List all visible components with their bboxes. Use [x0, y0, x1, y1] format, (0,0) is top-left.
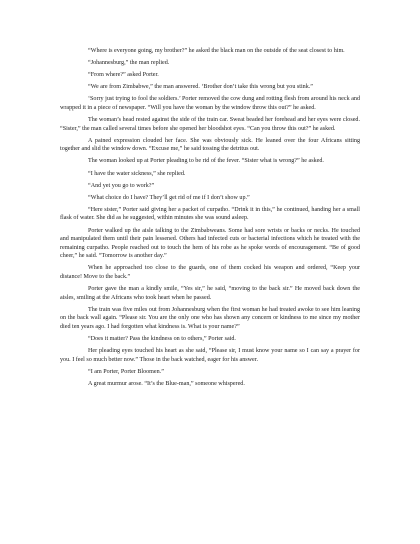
paragraph: “I have the water sickness,” she replied. — [88, 170, 186, 177]
paragraph: “From where?” asked Porter. — [88, 72, 159, 79]
paragraph: “We are from Zimbabwe,” the man answered. ‘Brother don’t take this wrong but you stink.” — [88, 84, 313, 91]
paragraph: When he approached too close to the guards, one of them cocked his weapon and ordered, “Keep your distance! Move to the back.” — [60, 265, 360, 280]
paragraph: “Here sister,” Porter said giving her a packet of curpatho. “Drink it in this,” he continued, handing her a small flask of water. She did as he suggested, within minutes she was sound asleep. — [60, 206, 360, 222]
paragraph: “What choice do I have? They’ll get rid of me if I don’t show up.” — [88, 194, 250, 201]
paragraph: The woman’s head rested against the side of the train car. Sweat beaded her forehead and her eyes were closed. “Sister,” the man called several times before she opened her bloodshot eyes. “Can you throw this out?” he asked. — [60, 117, 360, 132]
paragraph: “Does it matter? Pass the kindness on to others,” Porter said. — [88, 336, 236, 343]
paragraph: The train was five miles out from Johannesburg when the first woman he had treated awoke to see him leaning on the back wall again. “Please sir. You are the only one who has shown any concern or kindness to me since my mother died ten years ago. I had forgotten what kindness is. What is your name?” — [60, 306, 360, 330]
paragraph: “Johannesburg,” the man replied. — [88, 60, 170, 67]
paragraph: ‘Sorry just trying to fool the soldiers.’ Porter removed the cow dung and rotting flesh from around his neck and wrapped it in a piece of newspaper. “Will you have the woman by the window throw this out?” he asked. — [60, 96, 360, 111]
paragraph: Her pleading eyes touched his heart as she said, “Please sir, I must know your name so I can say a prayer for you. I feel so much better now.” Those in the back watched, eager for his answer. — [60, 348, 360, 363]
paragraph: “And yet you go to work?” — [88, 182, 155, 189]
paragraph: “Where is everyone going, my brother?” he asked the black man on the outside of the seat closest to him. — [88, 48, 345, 54]
paragraph: Porter gave the man a kindly smile, “Yes sir,” he said, “moving to the back sir.” He moved back down the aisles, smiling at the Africans who took heart when he passed. — [60, 286, 360, 301]
paragraph: Porter walked up the aisle talking to the Zimbabweans. Some had sore wrists or backs or necks. He touched and manipulated them until their pain lessened. Others had infected cuts or bacterial infections which he treated with the remaining curpatho. People reached out to touch the hem of his robe as he spoke words of encouragement. “Be of good cheer,” he said. “Tomorrow is another day.” — [60, 227, 360, 260]
paragraph: A great murmur arose. “It’s the Blue-man,” someone whispered. — [88, 380, 245, 387]
paragraph: The woman looked up at Porter pleading to be rid of the fever. “Sister what is wrong?” he asked. — [88, 158, 324, 165]
paragraph: A pained expression clouded her face. She was obviously sick. He leaned over the four Africans sitting together and slid the window down. “Excuse me,” he said tossing the detritus out. — [60, 137, 360, 153]
paragraph: “I am Porter, Porter Bloomen.” — [88, 368, 164, 375]
